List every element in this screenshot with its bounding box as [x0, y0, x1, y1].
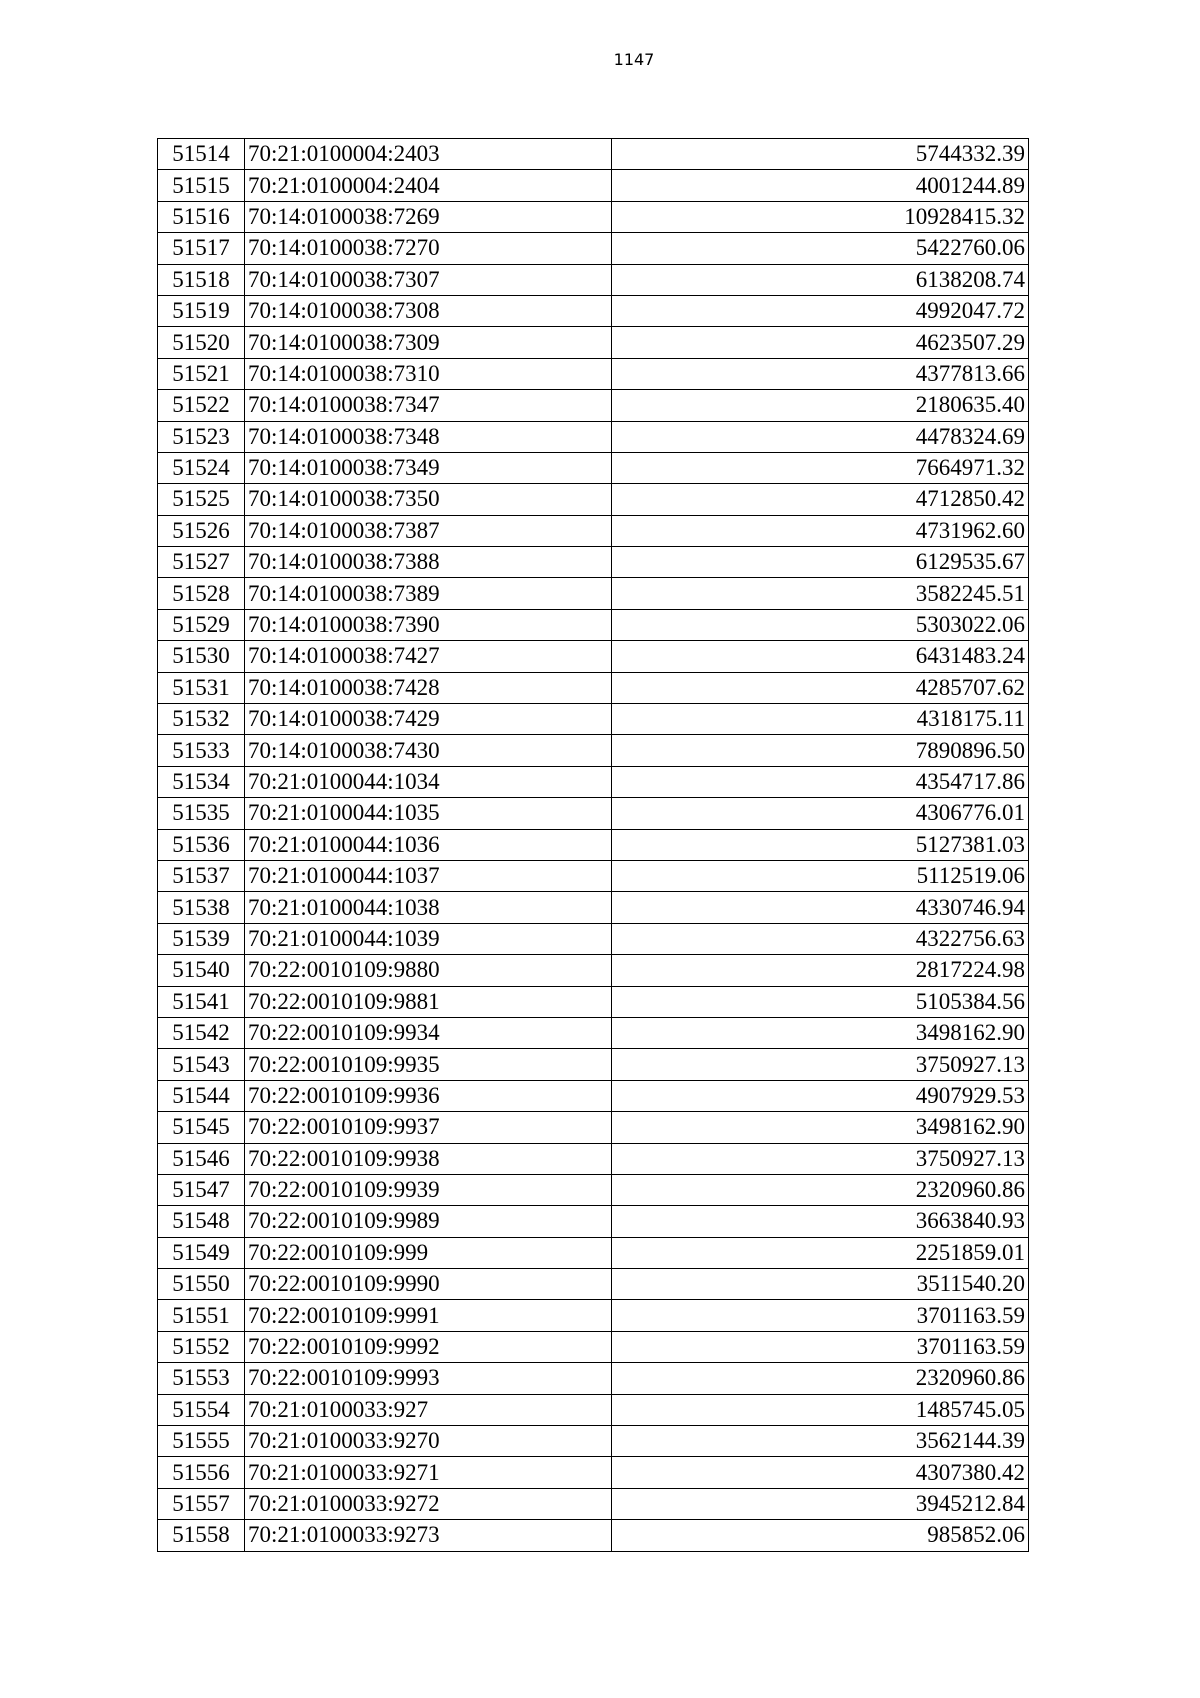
table-row	[158, 484, 1029, 515]
table-row	[158, 1457, 1029, 1488]
cadastral-value-cell: 4478324.69	[612, 421, 1029, 452]
cadastral-number-cell: 70:14:0100038:7269	[245, 201, 612, 232]
table-row	[158, 1426, 1029, 1457]
table-row	[158, 735, 1029, 766]
cadastral-number-cell: 70:22:0010109:999	[245, 1237, 612, 1268]
cadastral-number-cell: 70:21:0100033:9273	[245, 1520, 612, 1551]
row-number-cell: 51550	[158, 1269, 245, 1300]
table-row	[158, 452, 1029, 483]
cadastral-number-cell: 70:14:0100038:7429	[245, 704, 612, 735]
cadastral-value-cell: 6138208.74	[612, 264, 1029, 295]
cadastral-number-cell: 70:22:0010109:9935	[245, 1049, 612, 1080]
cadastral-value-cell: 1485745.05	[612, 1394, 1029, 1425]
cadastral-number-cell: 70:22:0010109:9936	[245, 1080, 612, 1111]
cadastral-value-cell: 5105384.56	[612, 986, 1029, 1017]
cadastral-value-cell: 3498162.90	[612, 1112, 1029, 1143]
cadastral-number-cell: 70:21:0100004:2403	[245, 139, 612, 170]
table-row	[158, 327, 1029, 358]
cadastral-value-cell: 4307380.42	[612, 1457, 1029, 1488]
cadastral-number-cell: 70:14:0100038:7389	[245, 578, 612, 609]
cadastral-number-cell: 70:22:0010109:9938	[245, 1143, 612, 1174]
page-number: 1147	[613, 50, 655, 69]
cadastral-value-cell: 3663840.93	[612, 1206, 1029, 1237]
cadastral-value-cell: 4285707.62	[612, 672, 1029, 703]
row-number-cell: 51528	[158, 578, 245, 609]
cadastral-number-cell: 70:22:0010109:9881	[245, 986, 612, 1017]
row-number-cell: 51526	[158, 515, 245, 546]
cadastral-number-cell: 70:14:0100038:7349	[245, 452, 612, 483]
row-number-cell: 51529	[158, 609, 245, 640]
cadastral-number-cell: 70:14:0100038:7309	[245, 327, 612, 358]
cadastral-value-cell: 3701163.59	[612, 1331, 1029, 1362]
cadastral-number-cell: 70:21:0100044:1036	[245, 829, 612, 860]
table-row	[158, 986, 1029, 1017]
row-number-cell: 51517	[158, 233, 245, 264]
table-row	[158, 1206, 1029, 1237]
cadastral-number-cell: 70:22:0010109:9991	[245, 1300, 612, 1331]
cadastral-value-cell: 4992047.72	[612, 295, 1029, 326]
table-row	[158, 1017, 1029, 1048]
table-row	[158, 1488, 1029, 1519]
cadastral-number-cell: 70:14:0100038:7308	[245, 295, 612, 326]
cadastral-number-cell: 70:21:0100033:9270	[245, 1426, 612, 1457]
cadastral-number-cell: 70:21:0100004:2404	[245, 170, 612, 201]
cadastral-number-cell: 70:21:0100033:927	[245, 1394, 612, 1425]
cadastral-value-cell: 2320960.86	[612, 1363, 1029, 1394]
table-row	[158, 1269, 1029, 1300]
table-row	[158, 766, 1029, 797]
table-row	[158, 390, 1029, 421]
cadastral-number-cell: 70:14:0100038:7270	[245, 233, 612, 264]
row-number-cell: 51537	[158, 860, 245, 891]
cadastral-value-cell: 3945212.84	[612, 1488, 1029, 1519]
cadastral-value-cell: 4907929.53	[612, 1080, 1029, 1111]
table-row	[158, 1300, 1029, 1331]
cadastral-value-cell: 3498162.90	[612, 1017, 1029, 1048]
cadastral-number-cell: 70:14:0100038:7347	[245, 390, 612, 421]
table-row	[158, 1363, 1029, 1394]
table-row	[158, 421, 1029, 452]
table-row	[158, 201, 1029, 232]
row-number-cell: 51538	[158, 892, 245, 923]
row-number-cell: 51544	[158, 1080, 245, 1111]
cadastral-number-cell: 70:14:0100038:7430	[245, 735, 612, 766]
cadastral-value-cell: 4306776.01	[612, 798, 1029, 829]
table-body	[158, 139, 1029, 1552]
cadastral-value-cell: 4001244.89	[612, 170, 1029, 201]
row-number-cell: 51557	[158, 1488, 245, 1519]
row-number-cell: 51535	[158, 798, 245, 829]
cadastral-number-cell: 70:14:0100038:7348	[245, 421, 612, 452]
table-row	[158, 1237, 1029, 1268]
row-number-cell: 51525	[158, 484, 245, 515]
cadastral-number-cell: 70:14:0100038:7310	[245, 358, 612, 389]
table-row	[158, 955, 1029, 986]
row-number-cell: 51546	[158, 1143, 245, 1174]
row-number-cell: 51516	[158, 201, 245, 232]
cadastral-number-cell: 70:14:0100038:7350	[245, 484, 612, 515]
cadastral-value-cell: 5744332.39	[612, 139, 1029, 170]
table-row	[158, 798, 1029, 829]
cadastral-number-cell: 70:21:0100044:1039	[245, 923, 612, 954]
cadastral-value-cell: 4731962.60	[612, 515, 1029, 546]
cadastral-value-cell: 6129535.67	[612, 547, 1029, 578]
cadastral-number-cell: 70:21:0100044:1035	[245, 798, 612, 829]
cadastral-value-cell: 5422760.06	[612, 233, 1029, 264]
table-row	[158, 1394, 1029, 1425]
table-row	[158, 1049, 1029, 1080]
row-number-cell: 51543	[158, 1049, 245, 1080]
table-row	[158, 1331, 1029, 1362]
cadastral-value-cell: 5127381.03	[612, 829, 1029, 860]
row-number-cell: 51539	[158, 923, 245, 954]
table-row	[158, 547, 1029, 578]
table-row	[158, 1112, 1029, 1143]
cadastral-number-cell: 70:21:0100044:1038	[245, 892, 612, 923]
cadastral-value-table	[157, 138, 1029, 1552]
cadastral-value-cell: 985852.06	[612, 1520, 1029, 1551]
table-row	[158, 860, 1029, 891]
table-row	[158, 295, 1029, 326]
table-row	[158, 1520, 1029, 1551]
row-number-cell: 51540	[158, 955, 245, 986]
cadastral-number-cell: 70:22:0010109:9880	[245, 955, 612, 986]
cadastral-number-cell: 70:21:0100033:9272	[245, 1488, 612, 1519]
cadastral-value-cell: 2251859.01	[612, 1237, 1029, 1268]
cadastral-value-cell: 10928415.32	[612, 201, 1029, 232]
cadastral-value-cell: 6431483.24	[612, 641, 1029, 672]
table-row	[158, 609, 1029, 640]
table-row	[158, 578, 1029, 609]
table-row	[158, 1143, 1029, 1174]
cadastral-number-cell: 70:22:0010109:9992	[245, 1331, 612, 1362]
cadastral-number-cell: 70:22:0010109:9989	[245, 1206, 612, 1237]
cadastral-value-cell: 4354717.86	[612, 766, 1029, 797]
cadastral-value-cell: 2180635.40	[612, 390, 1029, 421]
table-row	[158, 170, 1029, 201]
table-row	[158, 358, 1029, 389]
row-number-cell: 51541	[158, 986, 245, 1017]
cadastral-value-cell: 7664971.32	[612, 452, 1029, 483]
row-number-cell: 51547	[158, 1174, 245, 1205]
cadastral-value-cell: 2817224.98	[612, 955, 1029, 986]
cadastral-number-cell: 70:14:0100038:7388	[245, 547, 612, 578]
row-number-cell: 51533	[158, 735, 245, 766]
table-row	[158, 641, 1029, 672]
table-row	[158, 672, 1029, 703]
cadastral-value-cell: 3562144.39	[612, 1426, 1029, 1457]
cadastral-value-cell: 4322756.63	[612, 923, 1029, 954]
row-number-cell: 51548	[158, 1206, 245, 1237]
row-number-cell: 51522	[158, 390, 245, 421]
table-row	[158, 704, 1029, 735]
cadastral-value-cell: 5112519.06	[612, 860, 1029, 891]
cadastral-value-cell: 5303022.06	[612, 609, 1029, 640]
table-row	[158, 1080, 1029, 1111]
row-number-cell: 51552	[158, 1331, 245, 1362]
table-row	[158, 264, 1029, 295]
row-number-cell: 51532	[158, 704, 245, 735]
table-row	[158, 829, 1029, 860]
row-number-cell: 51549	[158, 1237, 245, 1268]
row-number-cell: 51519	[158, 295, 245, 326]
row-number-cell: 51558	[158, 1520, 245, 1551]
cadastral-number-cell: 70:21:0100033:9271	[245, 1457, 612, 1488]
cadastral-value-cell: 3750927.13	[612, 1049, 1029, 1080]
row-number-cell: 51520	[158, 327, 245, 358]
cadastral-number-cell: 70:14:0100038:7390	[245, 609, 612, 640]
cadastral-number-cell: 70:22:0010109:9993	[245, 1363, 612, 1394]
cadastral-number-cell: 70:22:0010109:9939	[245, 1174, 612, 1205]
row-number-cell: 51534	[158, 766, 245, 797]
cadastral-number-cell: 70:22:0010109:9990	[245, 1269, 612, 1300]
cadastral-number-cell: 70:14:0100038:7387	[245, 515, 612, 546]
cadastral-value-cell: 4330746.94	[612, 892, 1029, 923]
row-number-cell: 51521	[158, 358, 245, 389]
table-row	[158, 515, 1029, 546]
table-row	[158, 923, 1029, 954]
row-number-cell: 51518	[158, 264, 245, 295]
row-number-cell: 51523	[158, 421, 245, 452]
cadastral-value-cell: 4377813.66	[612, 358, 1029, 389]
cadastral-value-cell: 3511540.20	[612, 1269, 1029, 1300]
row-number-cell: 51556	[158, 1457, 245, 1488]
cadastral-number-cell: 70:14:0100038:7428	[245, 672, 612, 703]
cadastral-value-cell: 4318175.11	[612, 704, 1029, 735]
row-number-cell: 51524	[158, 452, 245, 483]
cadastral-value-cell: 3750927.13	[612, 1143, 1029, 1174]
cadastral-number-cell: 70:14:0100038:7307	[245, 264, 612, 295]
row-number-cell: 51530	[158, 641, 245, 672]
table-row	[158, 233, 1029, 264]
table-row	[158, 1174, 1029, 1205]
cadastral-value-cell: 3582245.51	[612, 578, 1029, 609]
row-number-cell: 51536	[158, 829, 245, 860]
cadastral-value-cell: 3701163.59	[612, 1300, 1029, 1331]
cadastral-value-cell: 7890896.50	[612, 735, 1029, 766]
row-number-cell: 51551	[158, 1300, 245, 1331]
row-number-cell: 51542	[158, 1017, 245, 1048]
row-number-cell: 51545	[158, 1112, 245, 1143]
table-row	[158, 139, 1029, 170]
row-number-cell: 51555	[158, 1426, 245, 1457]
cadastral-number-cell: 70:21:0100044:1034	[245, 766, 612, 797]
cadastral-number-cell: 70:22:0010109:9934	[245, 1017, 612, 1048]
row-number-cell: 51527	[158, 547, 245, 578]
cadastral-number-cell: 70:22:0010109:9937	[245, 1112, 612, 1143]
row-number-cell: 51531	[158, 672, 245, 703]
row-number-cell: 51514	[158, 139, 245, 170]
row-number-cell: 51553	[158, 1363, 245, 1394]
cadastral-number-cell: 70:21:0100044:1037	[245, 860, 612, 891]
cadastral-number-cell: 70:14:0100038:7427	[245, 641, 612, 672]
row-number-cell: 51554	[158, 1394, 245, 1425]
row-number-cell: 51515	[158, 170, 245, 201]
cadastral-value-cell: 4712850.42	[612, 484, 1029, 515]
cadastral-value-cell: 2320960.86	[612, 1174, 1029, 1205]
cadastral-value-cell: 4623507.29	[612, 327, 1029, 358]
table-row	[158, 892, 1029, 923]
